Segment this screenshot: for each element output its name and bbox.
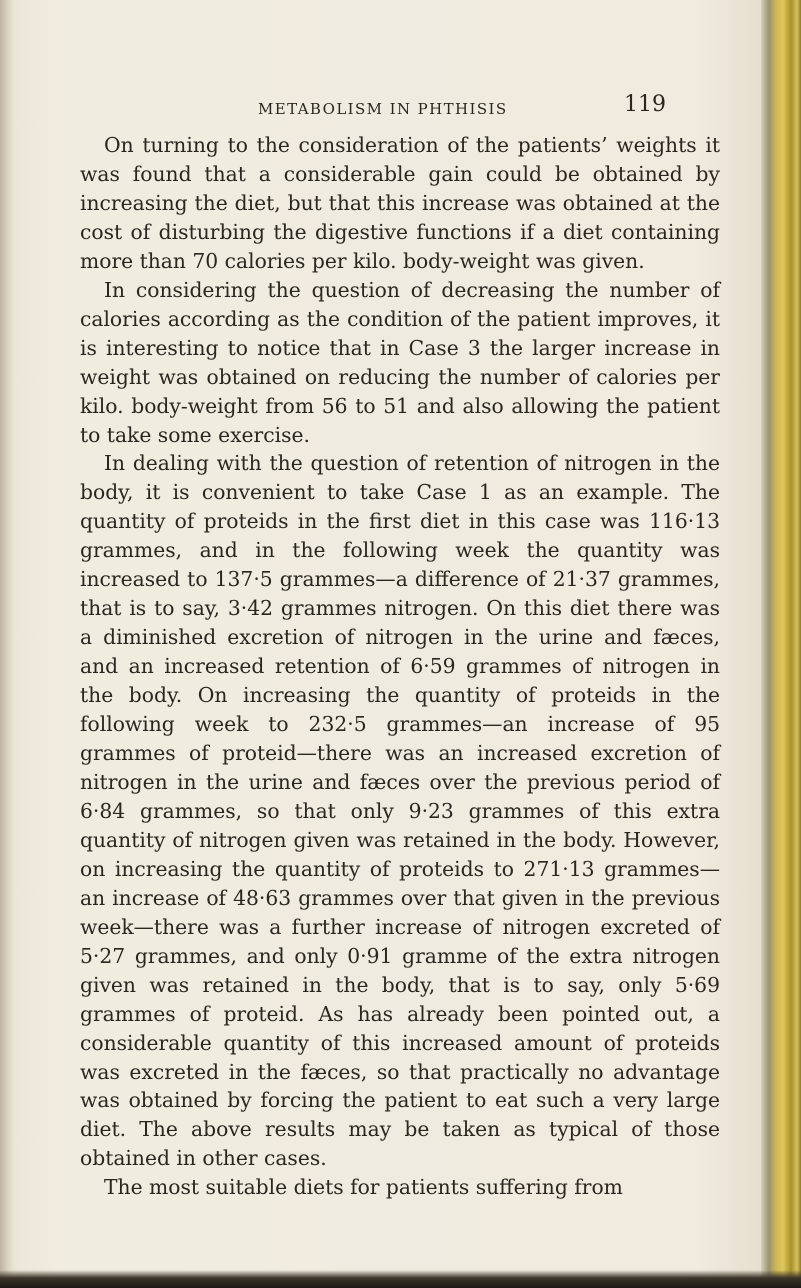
page-gutter-shadow — [0, 0, 14, 1288]
running-head: METABOLISM IN PHTHISIS — [258, 100, 508, 118]
page-edge-binding — [761, 0, 801, 1288]
paragraph: On turning to the consideration of the patients’ weights it was found that a considerable gain could be obtained by increasing the diet, but that this increase was obtained at the cost of disturbing the digestive functions if a diet containing more than 70 calories per kilo. body-weight was given. — [80, 133, 720, 273]
paragraph: The most suitable diets for patients suffering from — [104, 1175, 623, 1200]
paragraph: In dealing with the question of retention of nitrogen in the body, it is convenient to take Case 1 as an example. The quantity of proteids in the first diet in this case was 116·13 grammes, and in the following week the quantity was increased to 137·5 grammes—a difference of 21·37 grammes, that is to say, 3·42 grammes nitrogen. On this diet there was a diminished excretion of nitrogen in the urine and fæces, and an increased retention of 6·59 grammes of nitrogen in the body. On increasing the quantity of proteids in the following week to 232·5 grammes—an increase of 95 grammes of proteid—there was an increased excretion of nitrogen in the urine and fæces over the previous period of 6·84 grammes, so that only 9·23 grammes of this extra quantity of nitrogen given was retained in the body. However, on increasing the quantity of proteids to 271·13 grammes—an increase of 48·63 grammes over that given in the previous week—there was a further increase of nitrogen excreted of 5·27 grammes, and only 0·91 gramme of the extra nitrogen given was retained in the body, that is to say, only 5·69 grammes of proteid. As has already been pointed out, a considerable quantity of this increased amount of proteids was excreted in the fæces, so that practically no advantage was obtained by forcing the patient to eat such a very large diet. The above results may be taken as typical of those obtained in other cases. — [80, 451, 720, 1171]
page-number: 119 — [624, 92, 666, 117]
body-text — [80, 131, 720, 1202]
paragraph: In considering the question of decreasing the number of calories according as the condition of the patient improves, it is interesting to notice that in Case 3 the larger increase in weight was obtained on reducing the number of calories per kilo. body-weight from 56 to 51 and also allowing the patient to take some exercise. — [80, 277, 720, 447]
page-bottom-shadow — [0, 1270, 801, 1288]
page-header — [200, 92, 680, 118]
